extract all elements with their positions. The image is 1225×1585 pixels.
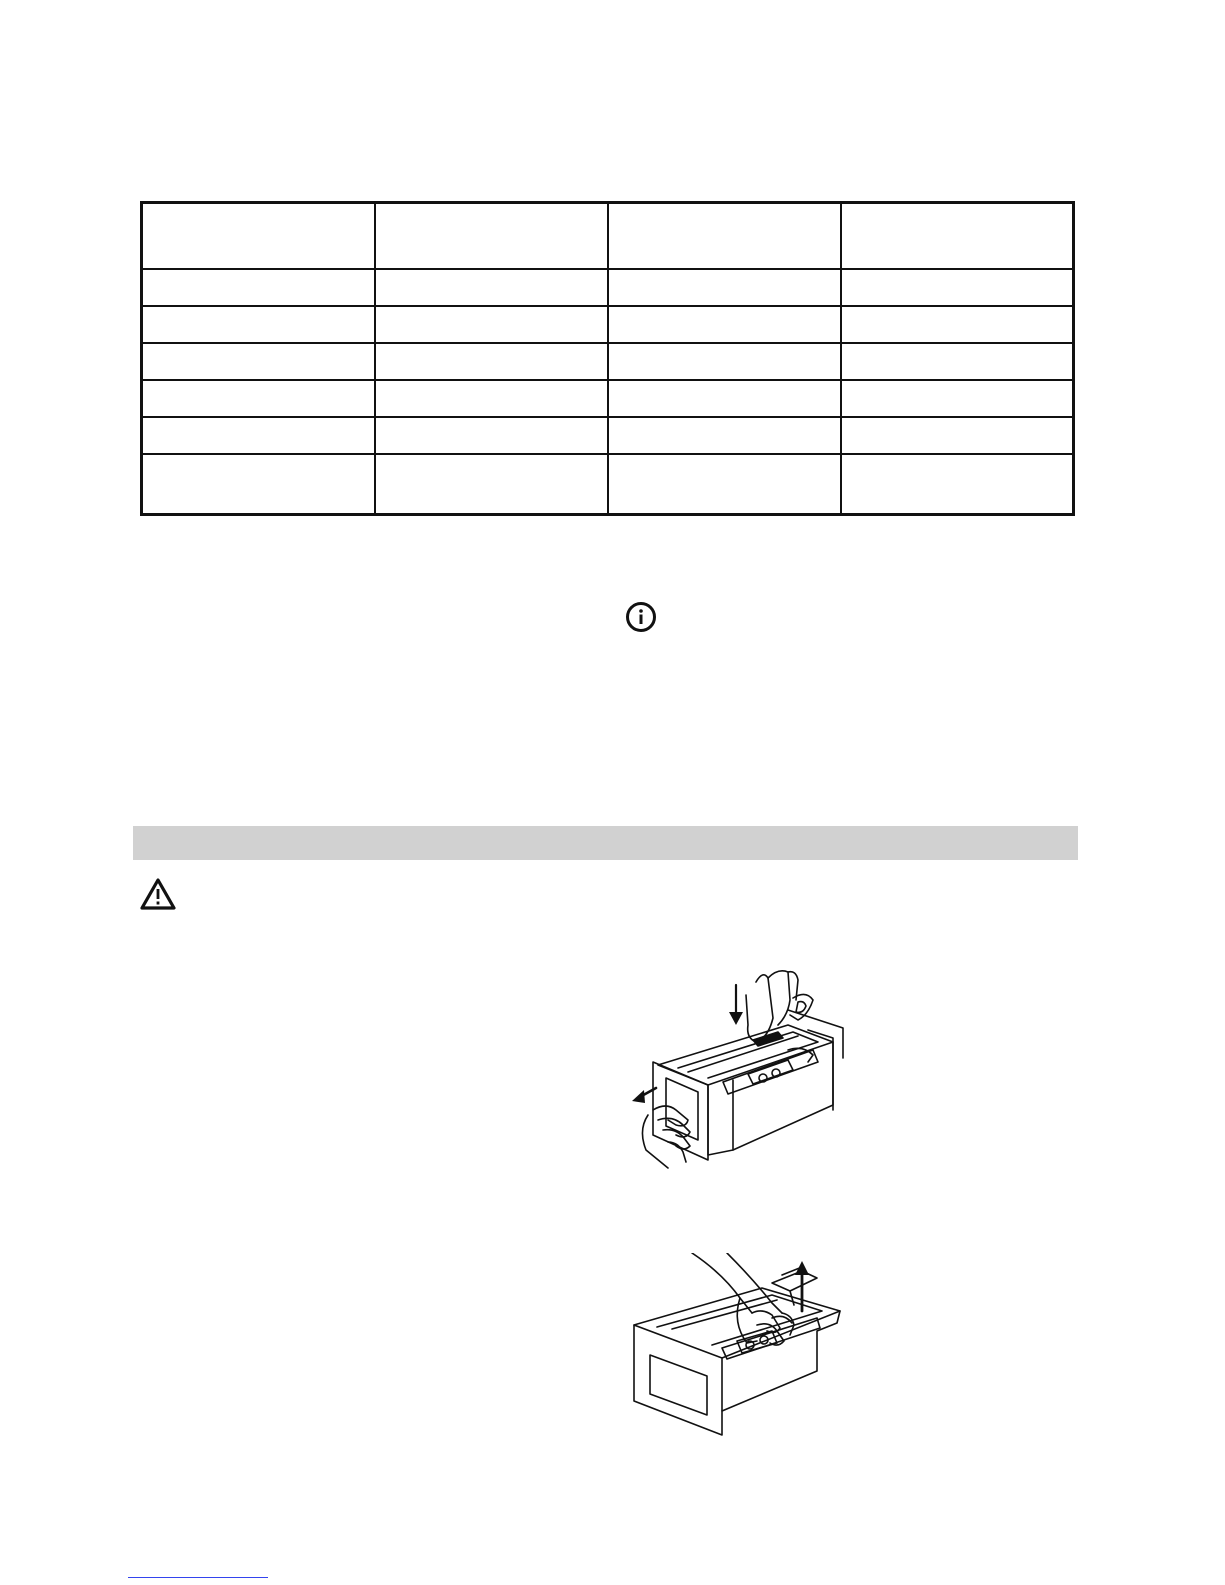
table-header-cell — [841, 203, 1074, 270]
table-cell — [142, 269, 375, 306]
table-cell — [142, 343, 375, 380]
table-row — [142, 306, 1074, 343]
table-row — [142, 417, 1074, 454]
table-cell — [841, 269, 1074, 306]
table-cell — [142, 417, 375, 454]
table-cell — [608, 417, 841, 454]
table-cell — [375, 454, 608, 515]
table-row — [142, 454, 1074, 515]
softener-insert-removal-illustration — [632, 1253, 852, 1438]
table-row — [142, 269, 1074, 306]
table-cell — [375, 269, 608, 306]
table-row — [142, 343, 1074, 380]
table-cell — [375, 380, 608, 417]
table-cell — [375, 306, 608, 343]
dispenser-removal-illustration — [628, 970, 853, 1170]
table-cell — [608, 306, 841, 343]
table-cell — [375, 417, 608, 454]
info-circle-icon — [625, 601, 657, 633]
table-cell — [841, 454, 1074, 515]
table-cell — [608, 269, 841, 306]
data-table — [140, 201, 1075, 516]
table-cell — [841, 380, 1074, 417]
table-header-cell — [608, 203, 841, 270]
table-cell — [841, 417, 1074, 454]
table-cell — [841, 306, 1074, 343]
table-cell — [375, 343, 608, 380]
table-header-row — [142, 203, 1074, 270]
table-cell — [142, 380, 375, 417]
footer-rule — [128, 1577, 268, 1578]
table-cell — [142, 306, 375, 343]
table-cell — [608, 343, 841, 380]
table-header-cell — [375, 203, 608, 270]
table-header-cell — [142, 203, 375, 270]
section-heading-band — [133, 826, 1078, 860]
table-cell — [841, 343, 1074, 380]
warning-triangle-icon — [139, 877, 177, 911]
table-cell — [608, 454, 841, 515]
table-row — [142, 380, 1074, 417]
table-cell — [142, 454, 375, 515]
table-cell — [608, 380, 841, 417]
